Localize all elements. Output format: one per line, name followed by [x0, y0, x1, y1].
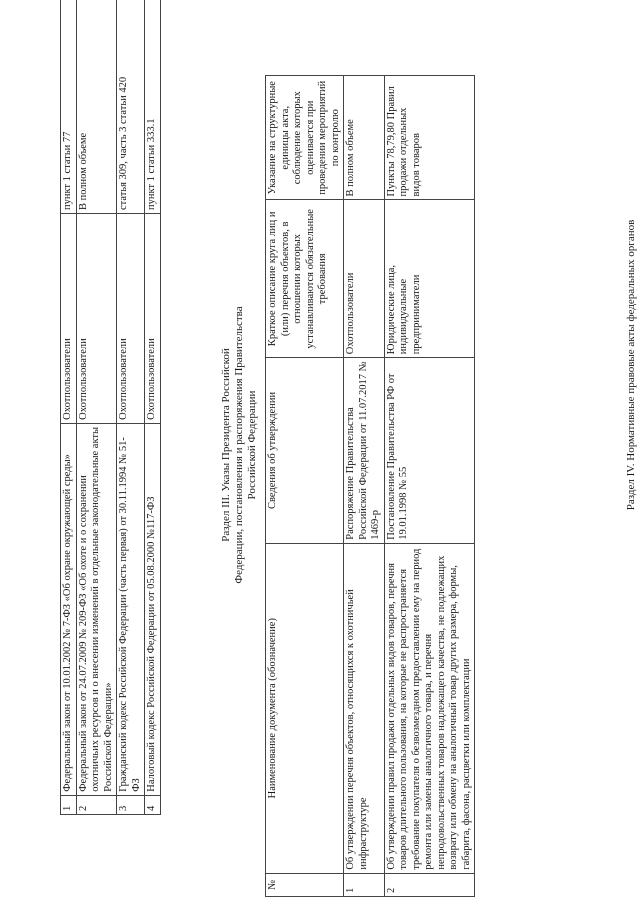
- structural-units-cell: пункт 1 статьи 77: [61, 0, 77, 214]
- table-row: [344, 76, 385, 897]
- subjects-cell: Охотпользователи: [344, 200, 385, 358]
- structural-units-cell: статья 309, часть 3 статьи 420: [117, 0, 145, 214]
- structural-units-cell: Пункты 78,79,80 Правил продажи отдельных видов товаров: [384, 76, 475, 200]
- header-subjects: Краткое описание круга лиц и (или) перечня объектов, в отношении которых устанавливаются обязательные требования: [266, 200, 344, 358]
- structural-units-cell: В полном объеме: [76, 0, 117, 214]
- table-row: [61, 0, 77, 815]
- section-3-title: [220, 235, 259, 655]
- header-number: №: [266, 873, 344, 896]
- government-acts-table: [265, 75, 475, 897]
- table-row: [384, 76, 475, 897]
- subjects-cell: Охотпользователи: [76, 214, 117, 424]
- section-title-line: Федерации, постановления и распоряжения Правительства: [233, 306, 245, 584]
- structural-units-cell: пункт 1 статьи 333.1: [145, 0, 161, 214]
- header-structural-units: Указание на структурные единицы акта, соблюдение которых оценивается при проведении мероприятий по контролю: [266, 76, 344, 200]
- section-title-line: Российской Федерации: [246, 390, 258, 500]
- row-number: 2: [76, 795, 117, 814]
- header-document-name: Наименование документа (обозначение): [266, 543, 344, 873]
- approval-info: Распоряжение Правительства Российской Федерации от 11.07.2017 № 1469-р: [344, 358, 385, 544]
- structural-units-cell: В полном объеме: [344, 76, 385, 200]
- table-row: [145, 0, 161, 815]
- row-number: 4: [145, 795, 161, 814]
- subjects-cell: Охотпользователи: [117, 214, 145, 424]
- row-number: 2: [384, 873, 475, 896]
- federal-laws-table: [60, 0, 161, 815]
- header-approval-info: Сведения об утверждении: [266, 358, 344, 544]
- document-name: Гражданский кодекс Российской Федерации (часть первая) от 30.11.1994 № 51-ФЗ: [117, 423, 145, 795]
- document-name: Об утверждении перечня объектов, относящихся к охотничьей инфраструктуре: [344, 543, 385, 873]
- approval-info: Постановление Правительства РФ от 19.01.1998 № 55: [384, 358, 475, 544]
- row-number: 1: [344, 873, 385, 896]
- document-name: Налоговый кодекс Российской Федерации от 05.08.2000 №117-ФЗ: [145, 423, 161, 795]
- subjects-cell: Юридические лица, индивидуальные предприниматели: [384, 200, 475, 358]
- row-number: 1: [61, 795, 77, 814]
- document-name: Об утверждении правил продажи отдельных видов товаров, перечня товаров длительного пользования, на которые не распространяется требование покупателя о безвозмездном предоставлении ему на период ремонта или замены аналогичного товара, и перечня непродовольственных товаров надлежащего качества, не подлежащих возврату или обмену на аналогичный товар других размера, формы, габарита, фасона, расцветки или комплектации: [384, 543, 475, 873]
- subjects-cell: Охотпользователи: [61, 214, 77, 424]
- subjects-cell: Охотпользователи: [145, 214, 161, 424]
- document-name: Федеральный закон от 24.07.2009 № 209-ФЗ «Об охоте и о сохранении охотничьих ресурсов и о внесении изменений в отдельные законодательные акты Российской Федерации»: [76, 423, 117, 795]
- table-row: [76, 0, 117, 815]
- table-header-row: [266, 76, 344, 897]
- section-4-title: [625, 155, 638, 575]
- row-number: 3: [117, 795, 145, 814]
- section-title-line: Раздел III. Указы Президента Российской: [220, 348, 232, 542]
- document-name: Федеральный закон от 10.01.2002 № 7-ФЗ «Об охране окружающей среды»: [61, 423, 77, 795]
- table-row: [117, 0, 145, 815]
- section-title-line: Раздел IV. Нормативные правовые акты федеральных органов: [625, 219, 637, 511]
